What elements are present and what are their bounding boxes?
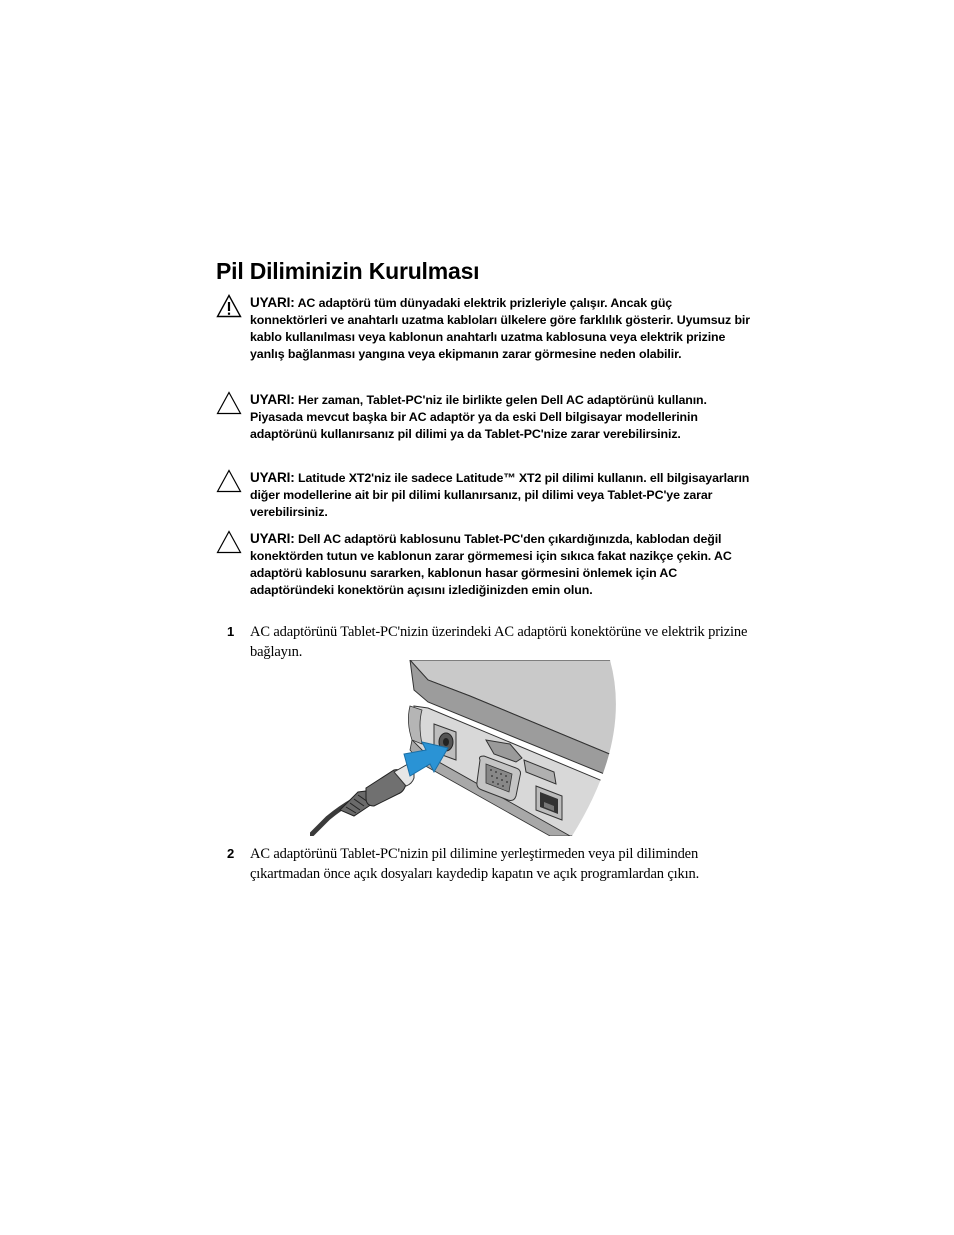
warning-text [250,469,750,521]
step-number: 1 [227,624,235,639]
warning-body: Latitude XT2'niz ile sadece Latitude™ XT2 pil dilimi kullanın. ell bilgisayarların diğer modellerine ait bir pil dilimi kullanırsanız, pil dilimi veya Tablet-PC'ye zarar verebilirsiniz. [250,471,750,520]
warning-text [250,294,750,363]
warning-body: Her zaman, Tablet-PC'niz ile birlikte gelen Dell AC adaptörünü kullanın. Piyasada mevcut başka bir AC adaptör ya da eski Dell bilgisayar modellerinin adaptörünü kullanırsanız pil dilimi ya da Tablet-PC'nize zarar verebilirsiniz. [250,393,707,442]
warning-body: Dell AC adaptörü kablosunu Tablet-PC'den çıkardığınızda, kablodan değil konektörden tutun ve kablonun zarar görmemesi için sıkıca fakat nazikçe çekin. AC adaptörü kablosunu sararken, kablonun hasar görmesini önlemek için AC adaptöründeki konektörün açısını izlediğinizden emin olun. [250,532,732,598]
page-title: Pil Diliminizin Kurulması [216,258,480,284]
caution-triangle-icon [216,530,242,554]
warning-label: UYARI: [250,295,295,310]
warning-text [250,530,750,599]
warning-body: AC adaptörü tüm dünyadaki elektrik prizleriyle çalışır. Ancak güç konnektörleri ve anahtarlı uzatma kabloları ülkelere göre farklılık gösterir. Uyumsuz bir kablo kullanılması veya kablonun anahtarlı uzatma kablosuna veya elektrik prizine yanlış bağlanması yangına veya ekipmanın zarar görmesine neden olabilir. [250,296,750,362]
warning-triangle-icon [216,294,242,318]
warning-label: UYARI: [250,531,295,546]
step-text: AC adaptörünü Tablet-PC'nizin pil dilimine yerleştirmeden veya pil diliminden çıkartmadan önce açık dosyaları kaydedip kapatın ve açık programlardan çıkın. [250,846,700,882]
caution-triangle-icon [216,391,242,415]
step-number: 2 [227,846,235,861]
caution-triangle-icon [216,469,242,493]
ac-adapter-connection-illustration [310,660,624,836]
warning-label: UYARI: [250,470,295,485]
step-text: AC adaptörünü Tablet-PC'nizin üzerindeki AC adaptörü konektörüne ve elektrik prizine bağlayın. [250,624,748,660]
warning-label: UYARI: [250,392,295,407]
warning-text [250,391,750,443]
